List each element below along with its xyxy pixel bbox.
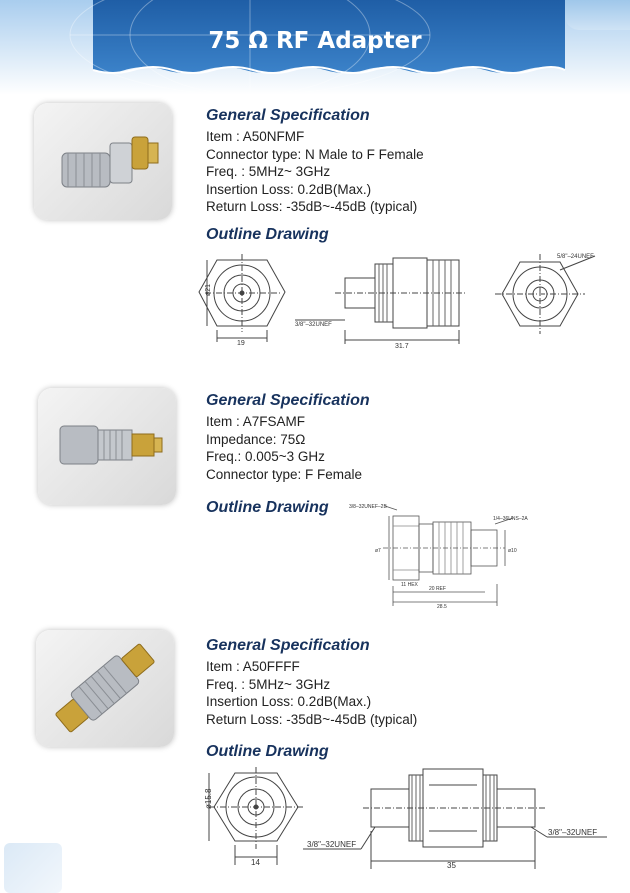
spec-insertion-loss: Insertion Loss: 0.2dB(Max.) [206, 694, 372, 710]
general-spec-heading: General Specification [206, 392, 370, 409]
outline-drawing [195, 250, 615, 355]
thread-label-b: 1/4–36UNS–2A [493, 516, 528, 522]
spec-impedance: Impedance: 75Ω [206, 431, 306, 447]
f-female-to-f-female-adapter-photo [36, 630, 174, 747]
spec-return-loss: Return Loss: -35dB~-45dB (typical) [206, 199, 418, 215]
spec-frequency: Freq. : 5MHz~ 3GHz [206, 676, 331, 692]
spec-item: Item : A7FSAMF [206, 414, 306, 429]
thread-label-a: 3/8"–32UNEF [307, 840, 357, 849]
thread-label-b: 3/8"–32UNEF [548, 828, 598, 837]
spec-list [206, 413, 362, 483]
spec-frequency: Freq.: 0.005~3 GHz [206, 449, 325, 465]
spec-connector-type: Connector type: N Male to F Female [206, 146, 424, 162]
spec-return-loss: Return Loss: -35dB~-45dB (typical) [206, 711, 418, 727]
spec-frequency: Freq. : 5MHz~ 3GHz [206, 164, 331, 180]
product-photo [34, 103, 172, 220]
dim-width-1: 14 [251, 858, 260, 867]
corner-decoration [565, 0, 630, 30]
outline-drawing-heading: Outline Drawing [206, 499, 329, 516]
page-title: 75 Ω RF Adapter [208, 28, 422, 54]
outline-drawing-heading: Outline Drawing [206, 226, 329, 243]
dim-length-a: 20 REF [429, 586, 446, 592]
dim-width-1: 19 [237, 340, 245, 347]
general-spec-heading: General Specification [206, 107, 370, 124]
thread-label-a: 3/8"–32UNEF [295, 322, 332, 328]
dim-diameter-a: ø7 [375, 548, 381, 554]
outline-drawing [345, 500, 545, 615]
spec-item: Item : A50FFFF [206, 659, 300, 674]
dim-width-2: 31.7 [395, 343, 409, 350]
hex-label: 11 HEX [401, 582, 418, 588]
general-spec-heading: General Specification [206, 637, 370, 654]
page-header [0, 0, 630, 95]
dim-diameter: ø21 [205, 283, 212, 296]
spec-insertion-loss: Insertion Loss: 0.2dB(Max.) [206, 181, 372, 197]
n-male-to-f-female-adapter-photo [34, 103, 172, 220]
dim-length-b: 28.5 [437, 604, 447, 610]
dim-width-2: 35 [447, 861, 456, 870]
spec-item: Item : A50NFMF [206, 129, 305, 144]
product-photo [38, 388, 176, 505]
f-female-to-sma-female-adapter-photo [38, 388, 176, 505]
spec-list [206, 128, 424, 216]
thread-label-b: 5/8"–24UNEF [557, 254, 594, 260]
spec-connector-type: Connector type: F Female [206, 466, 363, 482]
corner-decoration [4, 843, 62, 893]
outline-drawing [195, 765, 615, 875]
dim-diameter-b: ø10 [508, 548, 517, 554]
thread-label-a: 3/8–32UNEF–2B [349, 504, 387, 510]
dim-diameter: ø15.8 [204, 788, 213, 809]
product-photo [36, 630, 174, 747]
outline-drawing-heading: Outline Drawing [206, 743, 329, 760]
spec-list [206, 658, 417, 728]
